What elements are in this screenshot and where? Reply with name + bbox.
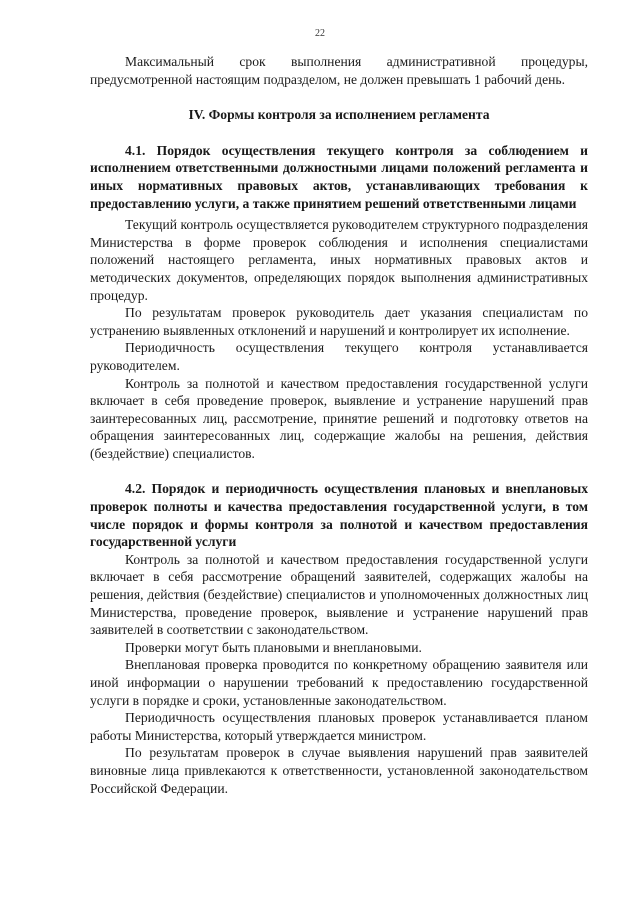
page-number: 22 (315, 28, 325, 39)
paragraph: Проверки могут быть плановыми и внеплановыми. (125, 639, 422, 655)
paragraph: Текущий контроль осуществляется руководителем структурного подразделения Министерства в форме проверок соблюдения и исполнения специалистами положений настоящего регламента, иных нормативных правовых актов и методических документов, определяющих порядок выполнения административных процедур. (90, 217, 588, 303)
paragraph: Контроль за полнотой и качеством предоставления государственной услуги включает в себя рассмотрение обращений заявителей, содержащих жалобы на решения, действия (бездействие) специалистов и уполномоченных должностных лиц Министерства, проведение проверок, выявление и устранение нарушений прав заявителей в соответствии с законодательством. (90, 551, 588, 638)
page-content (90, 53, 588, 797)
paragraph: Внеплановая проверка проводится по конкретному обращению заявителя или иной информации о нарушении требований к предоставлению государственной услуги в порядке и сроки, установленные законодательством. (90, 657, 588, 708)
subsection-heading-4-2: 4.2. Порядок и периодичность осуществления плановых и внеплановых проверок полноты и качества предоставления государственной услуги, в том числе порядок и формы контроля за полнотой и качеством предоставления государственной услуги (90, 481, 588, 550)
paragraph: Контроль за полнотой и качеством предоставления государственной услуги включает в себя проведение проверок, выявление и устранение нарушений прав заинтересованных лиц, рассмотрение, принятие решений и подготовку ответов на обращения заинтересованных лиц, содержащие жалобы на решения, действия (бездействие) специалистов. (90, 375, 588, 461)
paragraph: По результатам проверок в случае выявления нарушений прав заявителей виновные лица привлекаются к ответственности, установленной законодательством Российской Федерации. (90, 745, 588, 796)
section-title: IV. Формы контроля за исполнением регламента (188, 107, 490, 123)
subsection-heading-4-1: 4.1. Порядок осуществления текущего контроля за соблюдением и исполнением ответственными должностными лицами положений регламента и иных нормативных правовых актов, устанавливающих требования к предоставлению услуги, а также принятием решений ответственными лицами (90, 142, 588, 211)
paragraph: Периодичность осуществления плановых проверок устанавливается планом работы Министерства, который утверждается министром. (90, 710, 588, 743)
paragraph: Периодичность осуществления текущего контроля устанавливается руководителем. (90, 340, 588, 373)
intro-paragraph: Максимальный срок выполнения административной процедуры, предусмотренной настоящим подразделом, не должен превышать 1 рабочий день. (90, 54, 588, 87)
paragraph: По результатам проверок руководитель дает указания специалистам по устранению выявленных отклонений и нарушений и контролирует их исполнение. (90, 305, 588, 338)
